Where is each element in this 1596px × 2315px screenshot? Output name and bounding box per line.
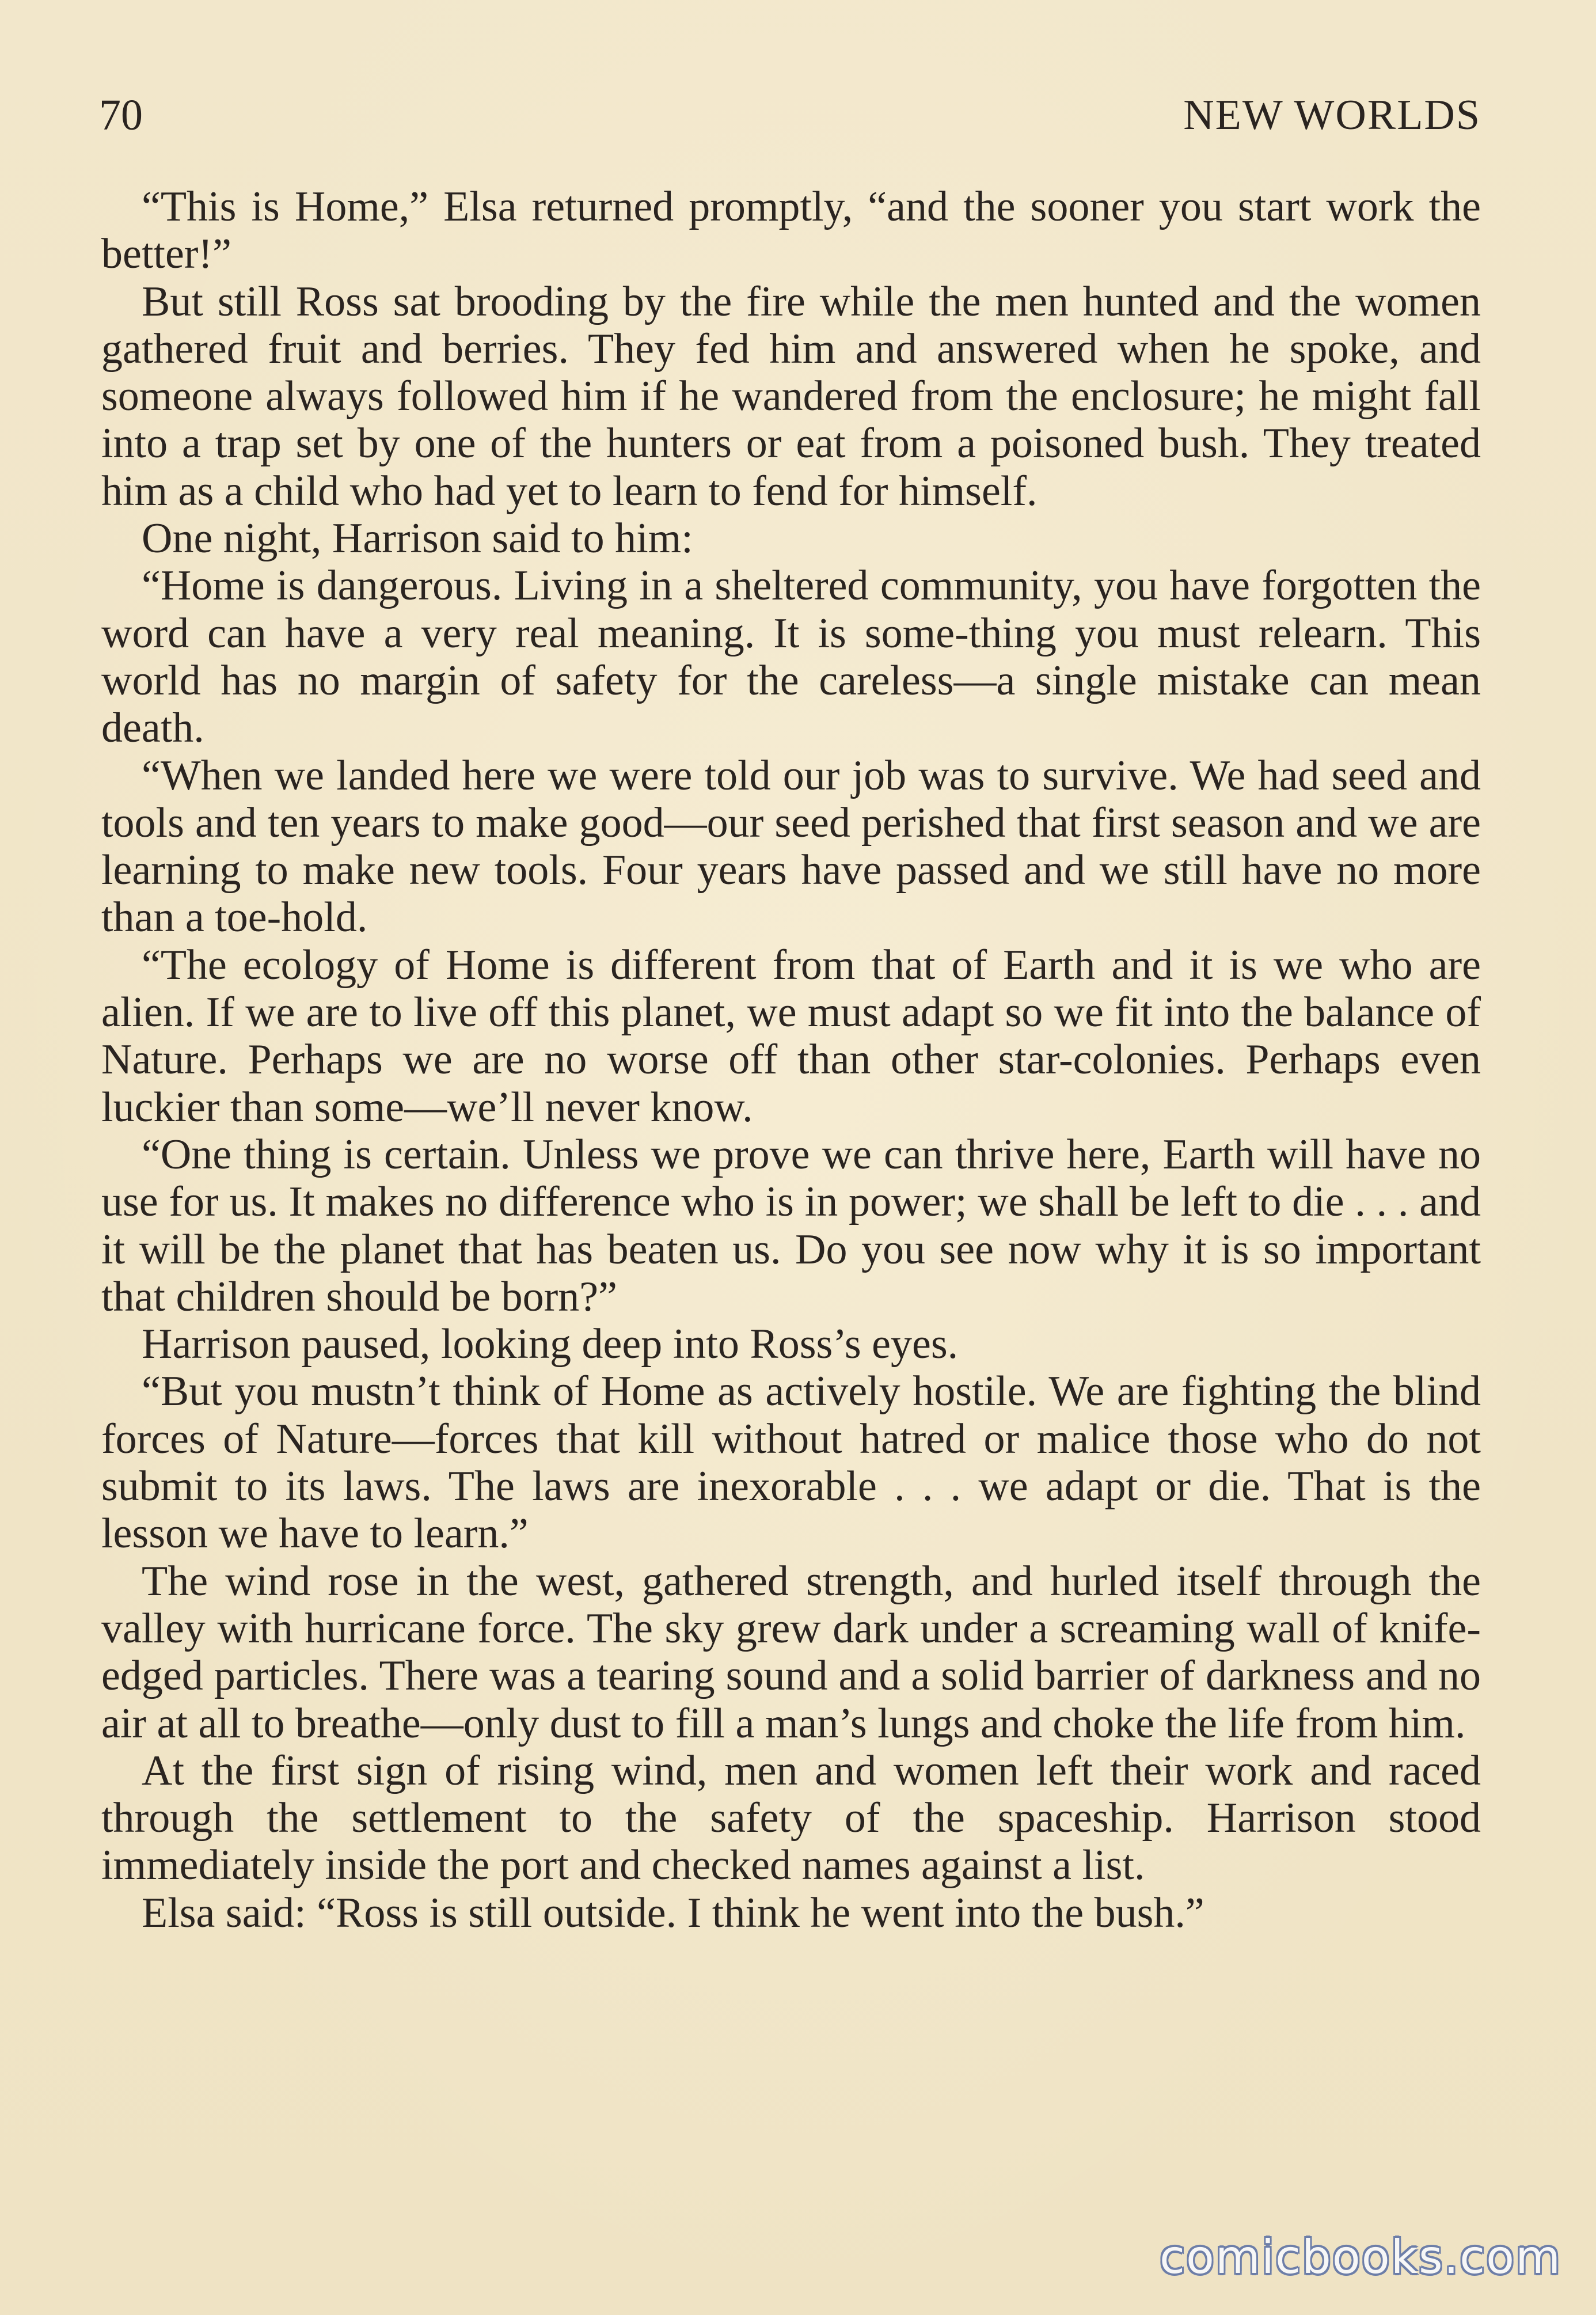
paragraph: At the first sign of rising wind, men and women left their work and raced through the settlement to the safety of the spaceship. Harrison stood immediately inside the port and checked names against a list. bbox=[101, 1747, 1481, 1889]
paragraph: But still Ross sat brooding by the fire while the men hunted and the women gathered fruit and berries. They fed him and answered when he spoke, and someone always followed him if he wandered from the enclosure; he might fall into a trap set by one of the hunters or eat from a poisoned bush. They treated him as a child who had yet to learn to fend for himself. bbox=[101, 278, 1481, 515]
paragraph: “When we landed here we were told our job was to survive. We had seed and tools and ten years to make good—our seed perished that first season and we are learning to make new tools. Four years have passed and we still have no more than a toe-hold. bbox=[101, 752, 1481, 942]
paragraph: “One thing is certain. Unless we prove we can thrive here, Earth will have no use for us. It makes no difference who is in power; we shall be left to die . . . and it will be the planet that has beaten us. Do you see now why it is so important that children should be born?” bbox=[101, 1130, 1481, 1320]
running-head bbox=[99, 86, 1481, 150]
paragraph: “This is Home,” Elsa returned promptly, “and the sooner you start work the better!” bbox=[101, 183, 1481, 278]
running-title: NEW WORLDS bbox=[1183, 92, 1481, 139]
watermark: comicbooks.com bbox=[1159, 2230, 1561, 2284]
paragraph: “The ecology of Home is different from that of Earth and it is we who are alien. If we are to live off this planet, we must adapt so we fit into the balance of Nature. Perhaps we are no worse off than other star-colonies. Perhaps even luckier than some—we’ll never know. bbox=[101, 941, 1481, 1131]
paragraph: Elsa said: “Ross is still outside. I think he went into the bush.” bbox=[142, 1889, 1204, 1937]
paragraph: One night, Harrison said to him: bbox=[142, 515, 693, 563]
paragraph: Harrison paused, looking deep into Ross’s eyes. bbox=[142, 1320, 959, 1368]
paragraph: “But you mustn’t think of Home as actively hostile. We are fighting the blind forces of Nature—forces that kill without hatred or malice those who do not submit to its laws. The laws are inexorable . . . we adapt or die. That is the lesson we have to learn.” bbox=[101, 1368, 1481, 1558]
page-number: 70 bbox=[99, 91, 143, 139]
paragraph: “Home is dangerous. Living in a sheltered community, you have forgotten the word can have a very real meaning. It is some-thing you must relearn. This world has no margin of safety for the careless—a single mistake can mean death. bbox=[101, 562, 1481, 752]
paragraph: The wind rose in the west, gathered strength, and hurled itself through the valley with hurricane force. The sky grew dark under a screaming wall of knife-edged particles. There was a tearing sound and a solid barrier of darkness and no air at all to breathe—only dust to fill a man’s lungs and choke the life from him. bbox=[101, 1557, 1481, 1747]
body-text bbox=[101, 183, 1481, 1937]
